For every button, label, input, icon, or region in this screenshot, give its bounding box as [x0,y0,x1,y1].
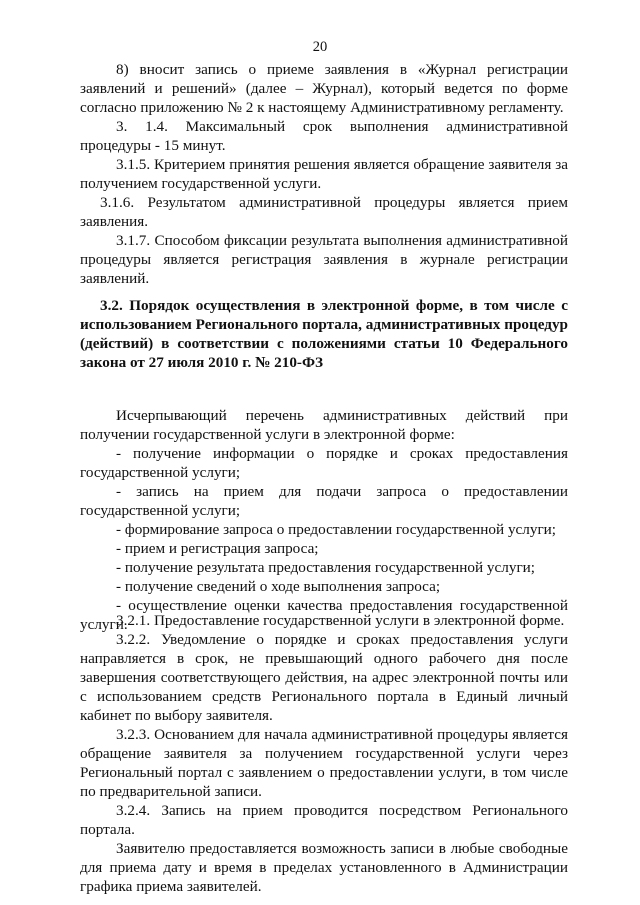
paragraph-3-1-7: 3.1.7. Способом фиксации результата выполнения административной процедуры является регистрация заявления в журнале регистрации заявлений. [80,232,568,287]
paragraph-booking-note: Заявителю предоставляется возможность записи в любые свободные для приема дату и время в пределах установленного в Администрации графика приема заявителей. [80,840,568,895]
text-block-list [80,406,568,634]
list-item: - получение результата предоставления государственной услуги; [116,559,536,576]
list-item: - прием и регистрация запроса; [116,540,319,557]
paragraph-3-1-6: 3.1.6. Результатом административной процедуры является прием заявления. [80,194,568,230]
list-item: - осуществление оценки качества предоставления государственной услуги. [80,597,568,633]
page-number: 20 [312,39,328,55]
paragraph-3-1-4: 3. 1.4. Максимальный срок выполнения административной процедуры - 15 минут. [80,118,568,154]
section-heading: 3.2. Порядок осуществления в электронной форме, в том числе с использованием Регионального портала, административных процедур (действий) в соответствии с положениями статьи 10 Федерального закона от 27 июля 2010 г. № 210-ФЗ [80,297,568,371]
paragraph-3-1-5: 3.1.5. Критерием принятия решения является обращение заявителя за получением государственной услуги. [80,156,568,192]
list-item: - запись на прием для подачи запроса о предоставлении государственной услуги; [80,483,568,519]
paragraph-3-2-1: 3.2.1. Предоставление государственной услуги в электронной форме. [116,612,565,629]
list-item: - формирование запроса о предоставлении государственной услуги; [116,521,557,538]
section-heading-block [80,296,568,372]
text-block-bottom [80,611,568,896]
paragraph-3-2-2: 3.2.2. Уведомление о порядке и сроках предоставления услуги направляется в срок, не превышающий одного рабочего дня после завершения соответствующего действия, на адрес электронной почты или с использованием средств Регионального портала в Единый личный кабинет по выбору заявителя. [80,631,568,724]
list-item: - получение сведений о ходе выполнения запроса; [116,578,441,595]
paragraph-item-8: 8) вносит запись о приеме заявления в «Журнал регистрации заявлений и решений» (далее – Журнал), который ведется по форме согласно приложению № 2 к настоящему Административному регламенту. [80,61,568,116]
paragraph-3-2-3: 3.2.3. Основанием для начала административной процедуры является обращение заявителя за получением государственной услуги через Региональный портал с заявлением о предоставлении услуги, в том числе по предварительной записи. [80,726,568,800]
list-item: - получение информации о порядке и сроках предоставления государственной услуги; [80,445,568,481]
paragraph-3-2-4: 3.2.4. Запись на прием проводится посредством Регионального портала. [80,802,568,838]
text-block-top [80,60,568,288]
intro-paragraph: Исчерпывающий перечень административных действий при получении государственной услуги в электронной форме: [80,407,568,443]
